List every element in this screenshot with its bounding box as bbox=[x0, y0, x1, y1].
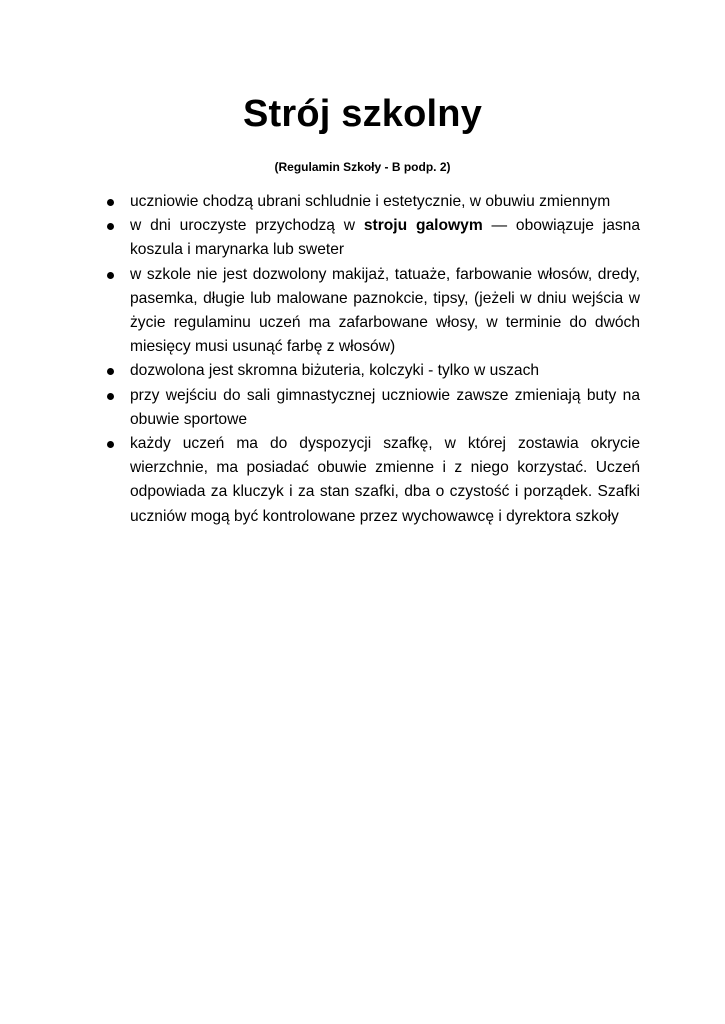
bullet-icon bbox=[107, 393, 114, 400]
rule-text-part: przy wejściu do sali gimnastycznej uczniowie zawsze zmieniają buty na obuwie sportowe bbox=[130, 386, 640, 428]
document-subtitle: (Regulamin Szkoły - B podp. 2) bbox=[274, 160, 451, 174]
rule-text bbox=[130, 362, 539, 379]
rule-item bbox=[104, 432, 640, 529]
bullet-icon bbox=[107, 368, 114, 375]
rule-text bbox=[130, 193, 610, 210]
rule-text-part: każdy uczeń ma do dyspozycji szafkę, w której zostawia okrycie wierzchnie, ma posiadać obuwie zmienne i z niego korzystać. Uczeń odpowiada za kluczyk i za stan szafki, dba o czystość i porządek. Szafki uczniów mogą być kontrolowane przez wychowawcę i dyrektora szkoły bbox=[130, 435, 640, 525]
rule-text-part: — obowiązuje jasna koszula i marynarka lub sweter bbox=[130, 217, 641, 259]
rule-text bbox=[130, 266, 640, 356]
rule-text-part: uczniowie chodzą ubrani schludnie i estetycznie, w obuwiu zmiennym bbox=[130, 193, 611, 210]
rule-item bbox=[104, 359, 640, 383]
rule-item bbox=[104, 263, 640, 360]
bullet-icon bbox=[107, 199, 114, 206]
rule-text-part: dozwolona jest skromna biżuteria, kolczyki - tylko w uszach bbox=[130, 362, 540, 380]
bullet-icon bbox=[107, 223, 114, 230]
rule-item bbox=[104, 214, 640, 262]
rule-text-part: w szkole nie jest dozwolony makijaż, tatuaże, farbowanie włosów, dredy, pasemka, długie lub malowane paznokcie, tipsy, (jeżeli w dniu wejścia w życie regulaminu uczeń ma zafarbowane włosy, w terminie do dwóch miesięcy musi usunąć farbę z włosów) bbox=[130, 265, 640, 356]
rule-item bbox=[104, 190, 640, 214]
rule-text bbox=[130, 435, 640, 525]
rule-text bbox=[130, 387, 640, 428]
rule-text bbox=[130, 217, 640, 258]
rule-text-bold: stroju galowym bbox=[363, 217, 483, 235]
rule-item bbox=[104, 384, 640, 432]
bullet-icon bbox=[107, 441, 114, 448]
rule-text-part: w dni uroczyste przychodzą w bbox=[130, 217, 364, 235]
document-title: Strój szkolny bbox=[242, 93, 483, 135]
bullet-icon bbox=[107, 272, 114, 279]
rules-list bbox=[104, 190, 640, 529]
